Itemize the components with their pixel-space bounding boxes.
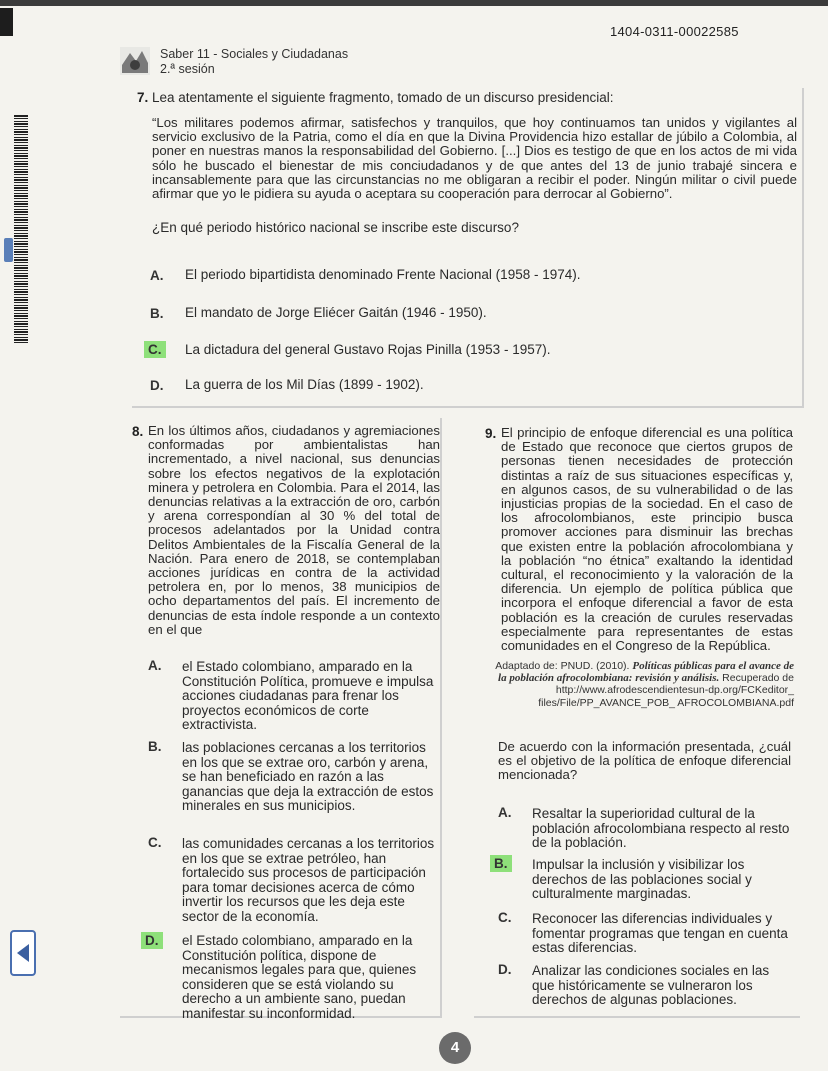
barcode <box>14 115 28 345</box>
q8-option-b-text[interactable]: las poblaciones cercanas a los territorios en los que se extrae oro, carbón y arena, se han beneficiado en razón a las ganancias que deja la extracción de estos minerales en sus municipios. <box>182 740 434 813</box>
session-label: 2.ª sesión <box>160 62 215 76</box>
top-scan-edge <box>0 0 828 6</box>
question-7-quote: “Los militares podemos afirmar, satisfechos y tranquilos, que hoy continuamos tan unidos y vigilantes al servicio exclusivo de la Patria, como el día en que la Divina Providencia hizo estallar de júbilo a Colombia, al poner en nuestras manos la responsabilidad del Gobierno. [...] Dios es testigo de que en los actos de mi vida sólo he buscado el bienestar de mis conciudadanos y de que antes del 13 de junio trabajé sincera e incansablemente para que las circunstancias no me obligaran a recibir el poder. Ningún militar o civil puede afirmar que yo le pidiera su ayuda o aceptara su cooperación para derrocar al Gobierno”. <box>152 115 797 202</box>
source-prefix: Adaptado de: PNUD. (2010). <box>495 660 633 672</box>
q9-option-c-text[interactable]: Reconocer las diferencias individuales y fomentar programas que tengan en cuenta estas diferencias. <box>532 911 788 955</box>
q7-option-d-text[interactable]: La guerra de los Mil Días (1899 - 1902). <box>185 377 424 392</box>
question-9-prompt: De acuerdo con la información presentada, ¿cuál es el objetivo de la política de enfoque diferencial mencionada? <box>498 739 791 783</box>
q7-option-c-letter-selected[interactable]: C. <box>144 341 166 358</box>
question-7-prompt: ¿En qué periodo histórico nacional se inscribe este discurso? <box>152 220 519 235</box>
subject-title: Saber 11 - Sociales y Ciudadanas <box>160 47 349 61</box>
question-8-number: 8. <box>132 424 144 439</box>
question-7-stem: Lea atentamente el siguiente fragmento, tomado de un discurso presidencial: <box>152 90 614 105</box>
question-7-number: 7. <box>137 90 149 105</box>
q7-option-c-text[interactable]: La dictadura del general Gustavo Rojas Pinilla (1953 - 1957). <box>185 342 551 357</box>
q9-option-d-text[interactable]: Analizar las condiciones sociales en las que históricamente se vulneraron los derechos de algunas poblaciones. <box>532 963 770 1007</box>
q8-option-c-text[interactable]: las comunidades cercanas a los territorios en los que se extrae petróleo, han fortalecido sus procesos de participación para tomar decisiones acerca de cómo invertir los recursos que les deja este sector de la economía. <box>182 836 435 924</box>
question-9-stem: El principio de enfoque diferencial es una política de Estado que reconoce que ciertos grupos de personas tienen necesidades de protección distintas a raíz de sus situaciones específicas y, en algunos casos, de su vulnerabilidad o de las injusticias propias de la sociedad. En el caso de los afrocolombianos, este principio busca promover acciones para disminuir las brechas que existen entre la población afrocolombiana y la población “no étnica” exaltando la identidad cultural, el reconocimiento y la valoración de la diferencia. Un ejemplo de política pública que incorpora el enfoque diferencial a favor de esta población es la creación de curules reservadas especialmente para representantes de estas comunidades en el Congreso de la República. <box>501 425 793 654</box>
question-8-stem: En los últimos años, ciudadanos y agremiaciones conformadas por ambientalistas han incrementado, a nivel nacional, sus denuncias sobre los efectos negativos de la explotación minera y petrolera en Colombia. Para el 2014, las denuncias relativas a la extracción de oro, carbón y arena correspondían al 30 % del total de procesos adelantados por la Unidad contra Delitos Ambientales de la Fiscalía General de la Nación. Para enero de 2018, se contemplaban acciones jurídicas en contra de la actividad petrolera en, por lo menos, 38 municipios de ocho departamentos del país. El incremento de denuncias de esta índole responde a un contexto en el que <box>148 423 440 637</box>
q9-option-b-letter-selected[interactable]: B. <box>490 855 512 872</box>
q9-option-b-text[interactable]: Impulsar la inclusión y visibilizar los derechos de las poblaciones social y culturalmente marginadas. <box>532 857 752 901</box>
question-9-number: 9. <box>485 426 497 441</box>
exam-logo-icon <box>120 47 150 75</box>
q8-option-a-text[interactable]: el Estado colombiano, amparado en la Constitución Política, promueve e impulsa acciones ciudadanas para frenar los proyectos económicos de corte extractivista. <box>182 659 434 732</box>
document-code: 1404-0311-00022585 <box>610 24 739 39</box>
q7-option-a-text[interactable]: El periodo bipartidista denominado Frente Nacional (1958 - 1974). <box>185 267 581 282</box>
q8-option-c-letter[interactable]: C. <box>148 835 162 850</box>
q7-option-b-letter[interactable]: B. <box>150 306 164 321</box>
back-arrow-tab-icon <box>10 930 36 976</box>
q8-option-a-letter[interactable]: A. <box>148 658 162 673</box>
q7-option-b-text[interactable]: El mandato de Jorge Eliécer Gaitán (1946 - 1950). <box>185 305 487 320</box>
q9-option-d-letter[interactable]: D. <box>498 962 512 977</box>
q8-option-b-letter[interactable]: B. <box>148 739 162 754</box>
question-9-source <box>494 660 794 709</box>
page-number-badge: 4 <box>439 1032 471 1064</box>
q9-option-c-letter[interactable]: C. <box>498 910 512 925</box>
q8-option-d-text[interactable]: el Estado colombiano, amparado en la Constitución política, dispone de mecanismos legales para que, quienes consideren que se está violando su derecho a un ambiente sano, puedan manifestar su inconformidad. <box>182 933 417 1021</box>
q8-option-d-letter-selected[interactable]: D. <box>141 932 163 949</box>
q9-option-a-letter[interactable]: A. <box>498 805 512 820</box>
source-url: Recuperado de http://www.afrodescendientesun-dp.org/FCKeditor_ files/File/PP_AVANCE_POB_ AFROCOLOMBIANA.pdf <box>538 672 794 709</box>
q7-option-d-letter[interactable]: D. <box>150 378 164 393</box>
q9-option-a-text[interactable]: Resaltar la superioridad cultural de la población afrocolombiana respecto al resto de la población. <box>532 806 790 850</box>
q7-option-a-letter[interactable]: A. <box>150 268 164 283</box>
source-title: Políticas públicas para el avance de la población afrocolombiana: revisión y análisis. <box>498 660 794 685</box>
side-logo-icon <box>4 238 13 262</box>
registration-mark <box>0 8 13 36</box>
